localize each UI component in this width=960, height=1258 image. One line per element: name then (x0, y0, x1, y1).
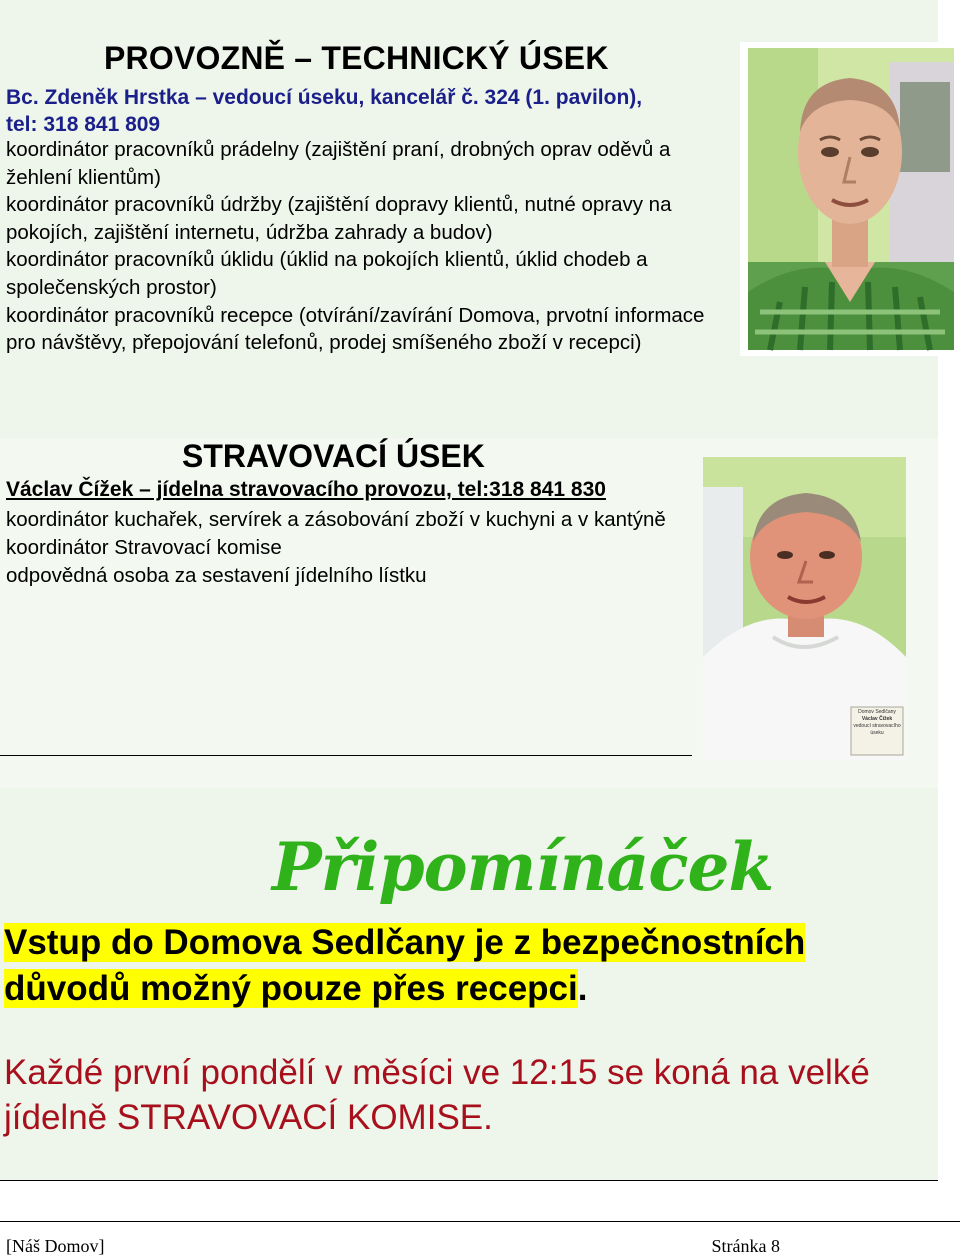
duty-item: odpovědná osoba za sestavení jídelního lístku (6, 564, 427, 587)
technical-duties (6, 136, 736, 357)
duty-item: koordinátor pracovníků údržby (zajištění dopravy klientů, nutné opravy na pokojích, zajištění internetu, údržba zahrady a budov) (6, 193, 672, 244)
notice-line-2: důvodů možný pouze přes recepci (4, 969, 578, 1008)
badge-line: vedoucí stravovacího (853, 723, 901, 729)
duty-item: koordinátor Stravovací komise (6, 536, 282, 559)
committee-announcement: Každé první pondělí v měsíci ve 12:15 se koná na velké jídelně STRAVOVACÍ KOMISE. (4, 1053, 870, 1137)
section-divider (0, 1180, 938, 1181)
badge-line: Václav Čížek (861, 716, 893, 722)
catering-duties (6, 506, 696, 590)
badge-line: Domov Sedlčany (858, 709, 896, 715)
portrait-illustration (740, 42, 958, 356)
section-divider (0, 755, 692, 756)
security-notice (4, 920, 805, 1012)
duty-item: koordinátor pracovníků recepce (otvírání/zavírání Domova, prvotní informace pro návštěvy, přepojování telefonů, prodej smíšeného zboží v recepci) (6, 303, 705, 355)
footer-rule (0, 1221, 960, 1222)
footer-newsletter-name: [Náš Domov] (6, 1236, 105, 1256)
footer-page-number: Stránka 8 (711, 1236, 780, 1256)
catering-section-title: STRAVOVACÍ ÚSEK (182, 438, 485, 474)
technical-head-line-1: Bc. Zdeněk Hrstka – vedoucí úseku, kancelář č. 324 (1. pavilon), (6, 86, 643, 109)
technical-head-line-2: tel: 318 841 809 (6, 113, 161, 136)
name-badge (852, 709, 902, 737)
portrait-photo-cizek (703, 457, 906, 760)
technical-head-contact (6, 84, 736, 138)
catering-head-contact: Václav Čížek – jídelna stravovacího provozu, tel:318 841 830 (6, 478, 606, 501)
badge-line: úseku (870, 730, 884, 736)
duty-item: koordinátor kuchařek, servírek a zásobování zboží v kuchyni a v kantýně (6, 508, 666, 531)
technical-section-title: PROVOZNĚ – TECHNICKÝ ÚSEK (104, 40, 609, 76)
reminder-title: Připomínáček (272, 828, 774, 906)
notice-period: . (577, 969, 588, 1008)
duty-item: koordinátor pracovníků prádelny (zajištění praní, drobných oprav oděvů a žehlení klientům) (6, 138, 671, 189)
portrait-photo-hrstka (740, 42, 958, 356)
notice-line-1: Vstup do Domova Sedlčany je z bezpečnostních (4, 923, 806, 962)
duty-item: koordinátor pracovníků úklidu (úklid na pokojích klientů, úklid chodeb a společenských prostor) (6, 248, 648, 299)
